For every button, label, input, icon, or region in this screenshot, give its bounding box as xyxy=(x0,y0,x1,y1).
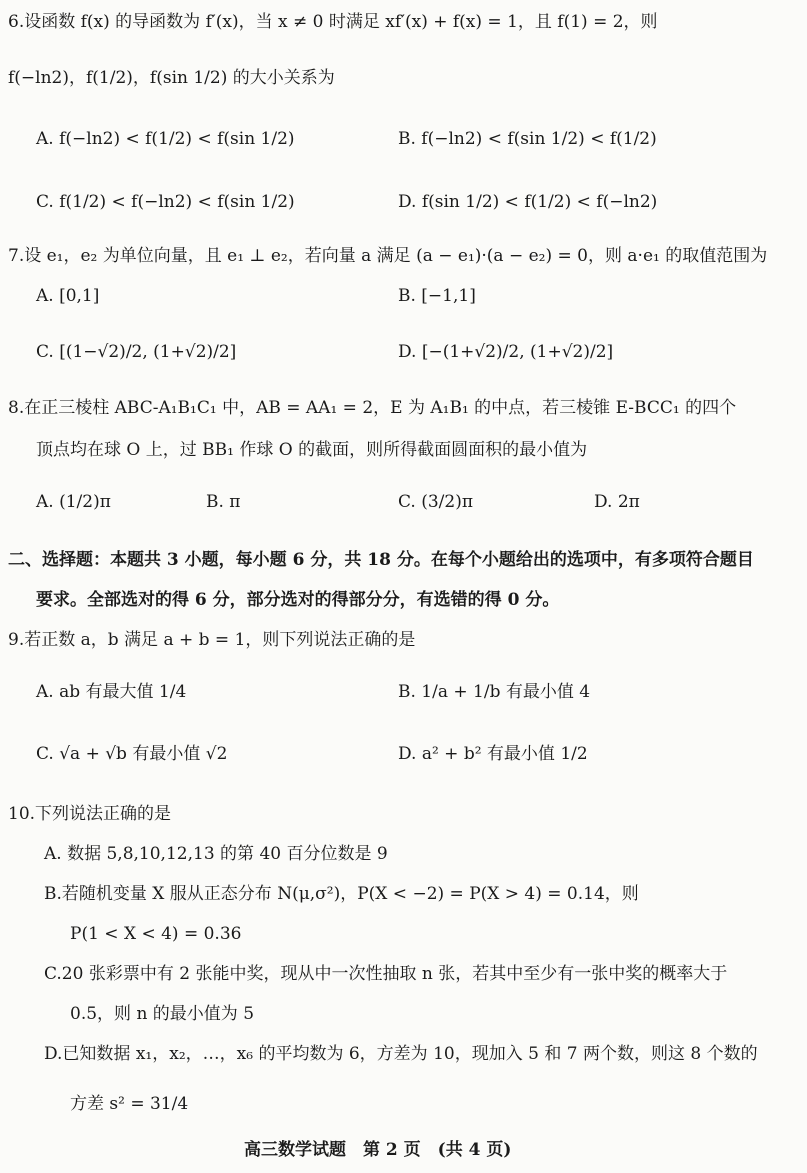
q7-option-c: C. [(1−√2)/2, (1+√2)/2] xyxy=(36,342,237,362)
q10-option-c-line2: 0.5，则 n 的最小值为 5 xyxy=(70,1004,255,1024)
q6-option-c: C. f(1/2) < f(−ln2) < f(sin 1/2) xyxy=(36,192,295,212)
page-footer: 高三数学试题 第 2 页 (共 4 页) xyxy=(244,1140,512,1160)
q8-option-c: C. (3/2)π xyxy=(398,492,474,512)
q7-option-a: A. [0,1] xyxy=(36,286,100,306)
q7-stem: 7.设 e₁，e₂ 为单位向量，且 e₁ ⊥ e₂，若向量 a 满足 (a − e₁)·(a − e₂) = 0，则 a·e₁ 的取值范围为 xyxy=(8,246,768,266)
q7-option-b: B. [−1,1] xyxy=(398,286,476,306)
q9-option-c: C. √a + √b 有最小值 √2 xyxy=(36,744,228,764)
q10-option-c-line1: C.20 张彩票中有 2 张能中奖，现从中一次性抽取 n 张，若其中至少有一张中奖的概率大于 xyxy=(44,964,728,984)
q8-stem-line1: 8.在正三棱柱 ABC-A₁B₁C₁ 中，AB = AA₁ = 2，E 为 A₁B₁ 的中点，若三棱锥 E-BCC₁ 的四个 xyxy=(8,398,737,418)
q10-option-b-line2: P(1 < X < 4) = 0.36 xyxy=(70,924,242,944)
q9-option-b: B. 1/a + 1/b 有最小值 4 xyxy=(398,682,591,702)
q6-option-b: B. f(−ln2) < f(sin 1/2) < f(1/2) xyxy=(398,129,657,149)
q10-option-a: A. 数据 5,8,10,12,13 的第 40 百分位数是 9 xyxy=(44,844,388,864)
q8-option-d: D. 2π xyxy=(594,492,640,512)
q6-option-a: A. f(−ln2) < f(1/2) < f(sin 1/2) xyxy=(36,129,295,149)
q10-option-d-line1: D.已知数据 x₁，x₂，…，x₆ 的平均数为 6，方差为 10，现加入 5 和 7 两个数，则这 8 个数的 xyxy=(44,1044,758,1064)
q10-option-d-line2: 方差 s² = 31/4 xyxy=(70,1094,189,1114)
q10-stem: 10.下列说法正确的是 xyxy=(8,804,172,824)
q8-option-b: B. π xyxy=(206,492,241,512)
section2-heading-line1: 二、选择题：本题共 3 小题，每小题 6 分，共 18 分。在每个小题给出的选项中，有多项符合题目 xyxy=(8,550,754,570)
q9-stem: 9.若正数 a，b 满足 a + b = 1，则下列说法正确的是 xyxy=(8,630,416,650)
q9-option-a: A. ab 有最大值 1/4 xyxy=(36,682,187,702)
q6-stem-line1: 6.设函数 f(x) 的导函数为 f′(x)，当 x ≠ 0 时满足 xf′(x) + f(x) = 1，且 f(1) = 2，则 xyxy=(8,12,658,32)
q9-option-d: D. a² + b² 有最小值 1/2 xyxy=(398,744,588,764)
q6-stem-line2: f(−ln2)，f(1/2)，f(sin 1/2) 的大小关系为 xyxy=(8,68,335,88)
q8-stem-line2: 顶点均在球 O 上，过 BB₁ 作球 O 的截面，则所得截面圆面积的最小值为 xyxy=(36,440,588,460)
q10-option-b-line1: B.若随机变量 X 服从正态分布 N(μ,σ²)，P(X < −2) = P(X > 4) = 0.14，则 xyxy=(44,884,639,904)
q6-option-d: D. f(sin 1/2) < f(1/2) < f(−ln2) xyxy=(398,192,658,212)
q8-option-a: A. (1/2)π xyxy=(36,492,111,512)
q7-option-d: D. [−(1+√2)/2, (1+√2)/2] xyxy=(398,342,614,362)
section2-heading-line2: 要求。全部选对的得 6 分，部分选对的得部分分，有选错的得 0 分。 xyxy=(36,590,560,610)
